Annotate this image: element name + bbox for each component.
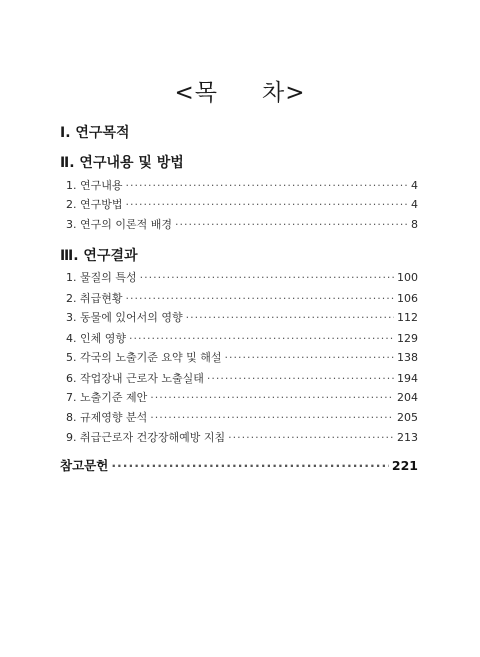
dot-leader <box>207 372 394 385</box>
section-heading-2: Ⅱ. 연구내용 및 방법 <box>60 155 184 171</box>
toc-entry[interactable] <box>66 309 418 327</box>
toc-entry[interactable] <box>66 269 418 287</box>
toc-entry[interactable] <box>66 196 418 214</box>
dot-leader <box>186 311 394 324</box>
toc-entry-label: 6. 작업장내 근로자 노출실태 <box>66 372 204 385</box>
references-page: 221 <box>391 458 418 473</box>
toc-entry-page: 129 <box>397 332 418 345</box>
toc-entry[interactable] <box>66 216 418 234</box>
section-heading-3: Ⅲ. 연구결과 <box>60 248 138 264</box>
dot-leader <box>129 332 394 345</box>
dot-leader <box>150 391 394 404</box>
dot-leader <box>126 179 409 192</box>
toc-entry-label: 1. 물질의 특성 <box>66 271 137 284</box>
dot-leader <box>126 292 395 305</box>
toc-entry-page: 112 <box>397 311 418 324</box>
toc-entry[interactable] <box>66 370 418 388</box>
toc-entry-label: 9. 취급근로자 건강장해예방 지침 <box>66 431 226 444</box>
toc-entry-label: 4. 인체 영향 <box>66 332 126 345</box>
toc-entry[interactable] <box>66 330 418 348</box>
toc-entry-label: 3. 연구의 이론적 배경 <box>66 218 172 231</box>
page-title <box>0 74 480 107</box>
toc-entry-label: 2. 연구방법 <box>66 198 123 211</box>
toc-entry-page: 8 <box>411 218 418 231</box>
toc-entry[interactable] <box>66 389 418 407</box>
dot-leader <box>111 458 389 473</box>
toc-entry-page: 204 <box>397 391 418 404</box>
dot-leader <box>225 351 395 364</box>
dot-leader <box>126 198 409 211</box>
title-left: <목 <box>174 80 218 106</box>
toc-entry-page: 138 <box>397 351 418 364</box>
toc-entry-label: 3. 동물에 있어서의 영향 <box>66 311 183 324</box>
toc-entry-page: 4 <box>411 198 418 211</box>
toc-entry-references[interactable] <box>60 456 418 474</box>
toc-entry-label: 7. 노출기준 제안 <box>66 391 148 404</box>
dot-leader <box>175 218 408 231</box>
toc-entry-page: 100 <box>397 271 418 284</box>
dot-leader <box>150 411 394 424</box>
section-heading-1: Ⅰ. 연구목적 <box>60 125 130 141</box>
toc-entry-page: 4 <box>411 179 418 192</box>
toc-entry[interactable] <box>66 409 418 427</box>
toc-entry-label: 1. 연구내용 <box>66 179 123 192</box>
toc-entry-label: 5. 각국의 노출기준 요약 및 해설 <box>66 351 222 364</box>
toc-entry-page: 213 <box>397 431 418 444</box>
toc-entry[interactable] <box>66 349 418 367</box>
toc-entry-page: 106 <box>397 292 418 305</box>
toc-entry-page: 194 <box>397 372 418 385</box>
toc-entry-label: 8. 규제영향 분석 <box>66 411 148 424</box>
toc-entry[interactable] <box>66 177 418 195</box>
dot-leader <box>228 431 394 444</box>
toc-entry-label: 2. 취급현황 <box>66 292 123 305</box>
toc-entry[interactable] <box>66 290 418 308</box>
title-right: 차> <box>262 80 306 106</box>
toc-entry[interactable] <box>66 429 418 447</box>
references-label: 참고문헌 <box>60 458 109 473</box>
dot-leader <box>140 271 394 284</box>
toc-entry-page: 205 <box>397 411 418 424</box>
